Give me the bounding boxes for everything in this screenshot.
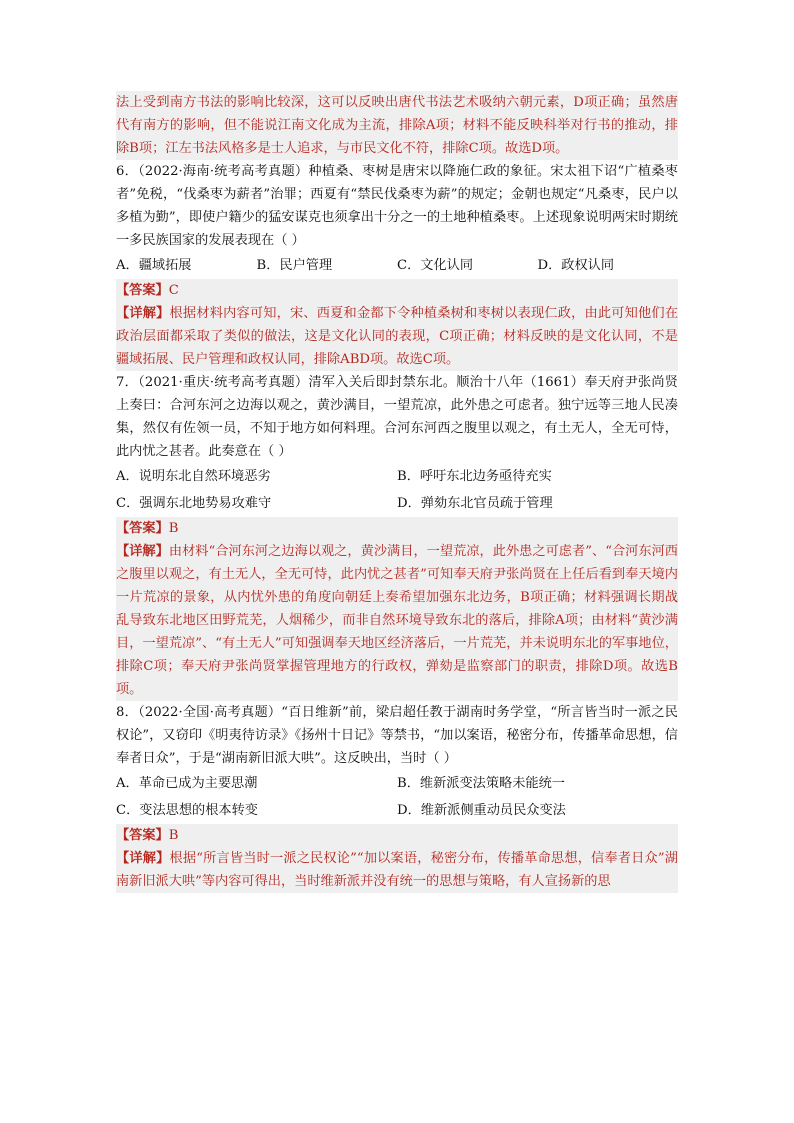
option-item: B．民户管理 <box>256 258 333 273</box>
answer-line <box>116 279 678 302</box>
options-row <box>116 252 678 279</box>
options-row <box>116 797 678 824</box>
option-item: A．疆域拓展 <box>116 258 192 273</box>
block-text: 8．（2022·全国·高考真题）“百日维新”前，梁启超任教于湖南时务学堂，“所言皆当时一派之民权论”，又窃印《明夷待访录》《扬州十日记》等禁书，“加以案语，秘密分布，传播革命思想，信奉者日众”，于是“湖南新旧派大哄”。这反映出，当时（ ） <box>116 705 678 766</box>
option-item: D．弹劾东北官员疏于管理 <box>397 496 553 511</box>
option-item: C．强调东北地势易攻难守 <box>116 496 272 511</box>
question-text <box>116 160 678 252</box>
options-row <box>116 463 678 490</box>
block-text: B <box>168 521 179 536</box>
block-text: 6．（2022·海南·统考高考真题）种植桑、枣树是唐宋以降施仁政的象征。宋太祖下诏“广植桑枣者”免税，“伐桑枣为薪者”治罪；西夏有“禁民伐桑枣为薪”的规定；金朝也规定“凡桑枣，民户以多植为勤”，即使户籍少的猛安谋克也须拿出十分之一的土地种植桑枣。上述现象说明两宋时期统一多民族国家的发展表现在（ ） <box>116 164 678 248</box>
block-text: 根据材料内容可知，宋、西夏和金都下令种植桑树和枣树以表现仁政，由此可知他们在政治层面都采取了类似的做法，这是文化认同的表现，C项正确；材料反映的是文化认同，不是疆域拓展、民户管理和政权认同，排除ABD项。故选C项。 <box>116 306 679 367</box>
options-row <box>116 770 678 797</box>
option-item: C．文化认同 <box>397 258 474 273</box>
section-tag: 【详解】 <box>116 544 169 559</box>
block-text: C <box>168 283 179 298</box>
block-text: B <box>168 828 179 843</box>
block-text: 由材料“合河东河之边海以观之，黄沙满目，一望荒凉，此外患之可虑者”、“合河东河西之腹里以观之，有土无人，全无可恃，此内忧之甚者”可知奉天府尹张尚贤在上任后看到奉天境内一片荒凉的景象，从内忧外患的角度向朝廷上奏希望加强东北边务，B项正确；材料强调长期战乱导致东北地区田野荒芜，人烟稀少，而非自然环境导致东北的落后，排除A项；由材料“黄沙满目，一望荒凉”、“有土无人”可知强调奉天地区经济落后，一片荒芜，并未说明东北的军事地位，排除C项；奉天府尹张尚贤掌握管理地方的行政权，弹劾是监察部门的职责，排除D项。故选B项。 <box>116 544 678 697</box>
block-text: 7．（2021·重庆·统考高考真题）清军入关后即封禁东北。顺治十八年（1661）奉天府尹张尚贤上奏曰：合河东河之边海以观之，黄沙满目，一望荒凉，此外患之可虑者。独宁远等三地人民凑集，然仅有佐领一员，不知于地方如何料理。合河东河西之腹里以观之，有土无人，全无可恃，此内忧之甚者。此奏意在（ ） <box>116 375 678 459</box>
option-item: A．革命已成为主要思潮 <box>116 776 258 791</box>
block-text: 根据“所言皆当时一派之民权论”“加以案语，秘密分布，传播革命思想，信奉者日众”湖南新旧派大哄”等内容可得出，当时维新派并没有统一的思想与策略，有人宣扬新的思 <box>116 851 678 889</box>
options-row <box>116 490 678 517</box>
section-tag: 【详解】 <box>116 851 170 866</box>
explanation-block <box>116 540 678 701</box>
option-item: D．政权认同 <box>537 258 615 273</box>
question-text <box>116 701 678 770</box>
answer-line <box>116 824 678 847</box>
option-item: C．变法思想的根本转变 <box>116 803 258 818</box>
document-page <box>116 91 678 893</box>
explanation-block <box>116 91 678 160</box>
section-tag: 【答案】 <box>116 283 169 298</box>
question-text <box>116 371 678 463</box>
explanation-block <box>116 302 678 371</box>
section-tag: 【详解】 <box>116 306 170 321</box>
block-text: 法上受到南方书法的影响比较深，这可以反映出唐代书法艺术吸纳六朝元素，D项正确；虽然唐代有南方的影响，但不能说江南文化成为主流，排除A项；材料不能反映科举对行书的推动，排除B项；江左书法风格多是士人追求，与市民文化不符，排除C项。故选D项。 <box>116 95 678 156</box>
option-item: A．说明东北自然环境恶劣 <box>116 469 271 484</box>
option-item: D．维新派侧重动员民众变法 <box>397 803 566 818</box>
option-item: B．维新派变法策略未能统一 <box>397 776 565 791</box>
answer-line <box>116 517 678 540</box>
option-item: B．呼吁东北边务亟待充实 <box>397 469 552 484</box>
section-tag: 【答案】 <box>116 828 169 843</box>
section-tag: 【答案】 <box>116 521 169 536</box>
explanation-block <box>116 847 678 893</box>
